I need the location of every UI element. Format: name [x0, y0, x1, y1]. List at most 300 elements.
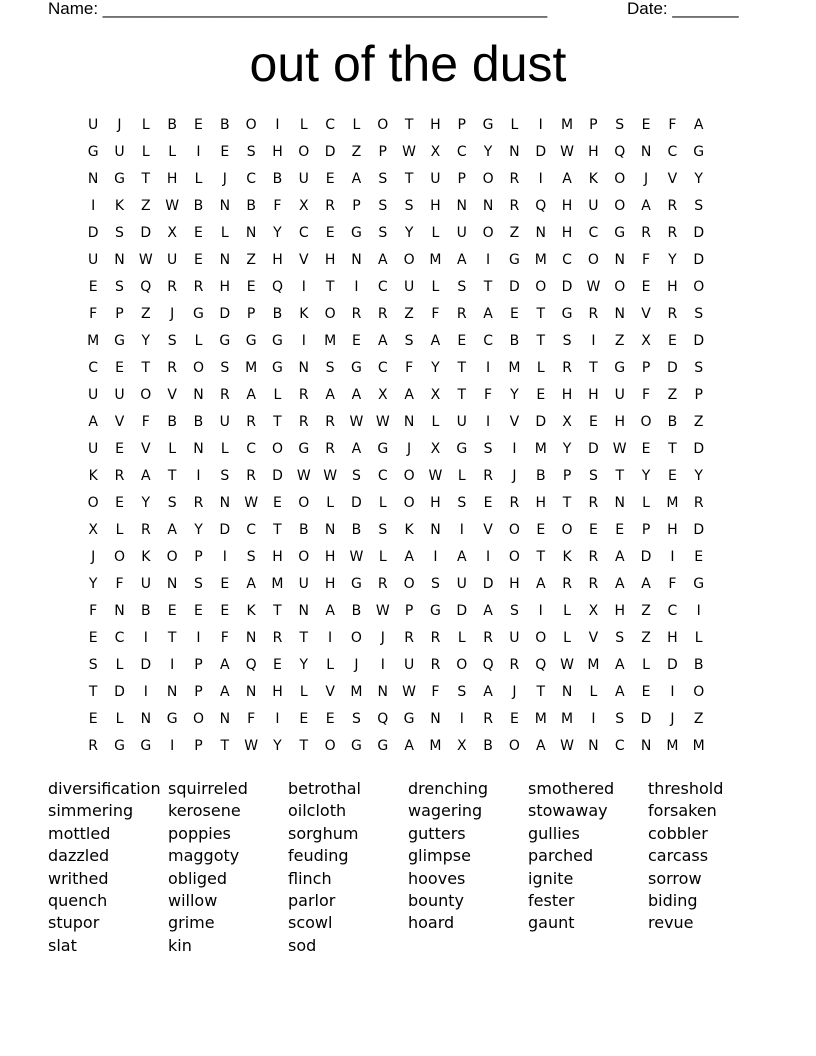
- grid-letter[interactable]: H: [272, 549, 283, 565]
- grid-letter[interactable]: D: [535, 414, 547, 430]
- grid-letter[interactable]: I: [486, 360, 491, 376]
- grid-letter[interactable]: I: [486, 414, 491, 430]
- grid-letter[interactable]: N: [588, 738, 599, 754]
- grid-letter[interactable]: J: [117, 117, 122, 133]
- grid-letter[interactable]: I: [538, 603, 543, 619]
- grid-letter[interactable]: H: [614, 603, 625, 619]
- grid-letter[interactable]: S: [378, 522, 388, 538]
- grid-letter[interactable]: O: [113, 549, 125, 565]
- grid-letter[interactable]: M: [87, 333, 100, 349]
- grid-letter[interactable]: L: [299, 684, 308, 700]
- grid-letter[interactable]: S: [404, 198, 414, 214]
- grid-letter[interactable]: T: [273, 603, 282, 619]
- grid-letter[interactable]: B: [246, 198, 256, 214]
- grid-letter[interactable]: B: [193, 198, 204, 214]
- grid-letter[interactable]: N: [193, 387, 204, 403]
- grid-letter[interactable]: N: [640, 738, 652, 754]
- grid-letter[interactable]: F: [247, 711, 256, 727]
- grid-letter[interactable]: H: [219, 279, 231, 295]
- grid-letter[interactable]: E: [641, 441, 651, 457]
- grid-letter[interactable]: M: [245, 360, 258, 376]
- grid-letter[interactable]: I: [538, 171, 543, 187]
- grid-letter[interactable]: J: [91, 549, 96, 565]
- grid-letter[interactable]: L: [326, 657, 335, 673]
- grid-letter[interactable]: H: [430, 495, 441, 511]
- grid-letter[interactable]: Y: [141, 333, 151, 349]
- grid-letter[interactable]: D: [219, 522, 231, 538]
- grid-letter[interactable]: F: [273, 198, 282, 214]
- grid-letter[interactable]: E: [325, 225, 335, 241]
- grid-letter[interactable]: T: [141, 360, 151, 376]
- grid-letter[interactable]: G: [114, 171, 125, 187]
- grid-letter[interactable]: F: [668, 576, 677, 592]
- grid-letter[interactable]: T: [457, 387, 467, 403]
- grid-letter[interactable]: T: [668, 441, 677, 457]
- grid-letter[interactable]: D: [640, 711, 652, 727]
- grid-letter[interactable]: D: [693, 333, 705, 349]
- grid-letter[interactable]: G: [377, 738, 389, 754]
- grid-letter[interactable]: M: [508, 360, 521, 376]
- grid-letter[interactable]: E: [220, 144, 230, 160]
- grid-letter[interactable]: U: [88, 117, 99, 133]
- grid-letter[interactable]: Q: [614, 144, 626, 160]
- grid-letter[interactable]: R: [351, 306, 362, 322]
- grid-letter[interactable]: D: [693, 441, 705, 457]
- grid-letter[interactable]: A: [246, 576, 256, 592]
- grid-letter[interactable]: G: [140, 738, 152, 754]
- grid-letter[interactable]: I: [512, 441, 517, 457]
- grid-letter[interactable]: N: [403, 414, 415, 430]
- grid-letter[interactable]: G: [114, 738, 125, 754]
- grid-letter[interactable]: O: [535, 279, 547, 295]
- grid-letter[interactable]: N: [430, 522, 441, 538]
- grid-letter[interactable]: V: [641, 306, 651, 322]
- grid-letter[interactable]: N: [561, 684, 573, 700]
- grid-letter[interactable]: X: [377, 387, 388, 403]
- grid-letter[interactable]: I: [591, 711, 596, 727]
- grid-letter[interactable]: L: [642, 495, 650, 511]
- grid-letter[interactable]: C: [614, 738, 625, 754]
- grid-letter[interactable]: U: [456, 225, 467, 241]
- grid-letter[interactable]: W: [244, 738, 259, 754]
- grid-letter[interactable]: G: [456, 441, 468, 457]
- grid-letter[interactable]: N: [430, 711, 441, 727]
- grid-letter[interactable]: Y: [88, 576, 98, 592]
- grid-letter[interactable]: Z: [614, 333, 625, 349]
- grid-letter[interactable]: J: [222, 171, 227, 187]
- grid-letter[interactable]: H: [667, 279, 678, 295]
- grid-letter[interactable]: L: [563, 603, 571, 619]
- grid-letter[interactable]: A: [614, 684, 625, 700]
- grid-letter[interactable]: F: [642, 387, 651, 403]
- grid-letter[interactable]: P: [457, 171, 466, 187]
- grid-letter[interactable]: R: [456, 306, 467, 322]
- grid-letter[interactable]: M: [561, 117, 574, 133]
- grid-letter[interactable]: N: [509, 144, 520, 160]
- grid-letter[interactable]: S: [167, 495, 177, 511]
- grid-letter[interactable]: G: [245, 333, 257, 349]
- grid-letter[interactable]: P: [194, 549, 203, 565]
- grid-letter[interactable]: J: [170, 306, 175, 322]
- grid-letter[interactable]: H: [667, 522, 678, 538]
- grid-letter[interactable]: Y: [194, 522, 203, 538]
- grid-letter[interactable]: L: [378, 495, 387, 511]
- grid-letter[interactable]: M: [429, 738, 442, 754]
- grid-letter[interactable]: H: [667, 630, 678, 646]
- grid-letter[interactable]: A: [220, 657, 230, 673]
- grid-letter[interactable]: R: [641, 225, 651, 241]
- grid-letter[interactable]: R: [167, 360, 178, 376]
- grid-letter[interactable]: Q: [271, 279, 283, 295]
- grid-letter[interactable]: Z: [141, 198, 151, 214]
- grid-letter[interactable]: B: [141, 603, 151, 619]
- grid-letter[interactable]: I: [433, 549, 438, 565]
- grid-letter[interactable]: G: [351, 225, 362, 241]
- grid-letter[interactable]: A: [88, 414, 98, 430]
- grid-letter[interactable]: A: [220, 684, 230, 700]
- grid-letter[interactable]: L: [326, 495, 335, 511]
- grid-letter[interactable]: D: [640, 549, 652, 565]
- grid-letter[interactable]: S: [457, 684, 467, 700]
- grid-letter[interactable]: S: [694, 198, 704, 214]
- grid-letter[interactable]: C: [667, 603, 678, 619]
- grid-letter[interactable]: E: [115, 441, 124, 457]
- grid-letter[interactable]: R: [588, 495, 599, 511]
- grid-letter[interactable]: R: [562, 360, 572, 376]
- grid-letter[interactable]: G: [219, 333, 231, 349]
- grid-letter[interactable]: H: [272, 144, 283, 160]
- grid-letter[interactable]: S: [378, 198, 388, 214]
- grid-letter[interactable]: L: [457, 630, 466, 646]
- grid-letter[interactable]: B: [272, 171, 283, 187]
- grid-letter[interactable]: R: [193, 279, 204, 295]
- grid-letter[interactable]: G: [482, 117, 494, 133]
- grid-letter[interactable]: D: [561, 279, 573, 295]
- grid-letter[interactable]: B: [220, 117, 230, 133]
- grid-letter[interactable]: D: [324, 144, 336, 160]
- grid-letter[interactable]: J: [670, 711, 675, 727]
- grid-letter[interactable]: G: [351, 576, 362, 592]
- grid-letter[interactable]: P: [378, 144, 387, 160]
- grid-letter[interactable]: K: [88, 468, 98, 484]
- grid-letter[interactable]: Y: [299, 657, 309, 673]
- grid-letter[interactable]: C: [325, 117, 335, 133]
- grid-letter[interactable]: I: [275, 117, 280, 133]
- grid-letter[interactable]: I: [459, 711, 464, 727]
- grid-letter[interactable]: B: [167, 414, 177, 430]
- grid-letter[interactable]: D: [535, 144, 547, 160]
- grid-letter[interactable]: A: [535, 576, 546, 592]
- grid-letter[interactable]: Y: [694, 468, 703, 484]
- grid-letter[interactable]: B: [272, 306, 283, 322]
- grid-letter[interactable]: I: [354, 279, 359, 295]
- grid-letter[interactable]: L: [642, 657, 650, 673]
- grid-letter[interactable]: N: [245, 630, 257, 646]
- grid-letter[interactable]: T: [457, 360, 467, 376]
- grid-letter[interactable]: E: [194, 225, 203, 241]
- grid-letter[interactable]: J: [512, 468, 517, 484]
- grid-letter[interactable]: S: [378, 171, 388, 187]
- grid-letter[interactable]: U: [298, 171, 309, 187]
- grid-letter[interactable]: O: [614, 198, 626, 214]
- grid-letter[interactable]: N: [114, 603, 125, 619]
- grid-letter[interactable]: X: [298, 198, 309, 214]
- grid-letter[interactable]: N: [298, 603, 310, 619]
- grid-letter[interactable]: O: [245, 117, 257, 133]
- grid-letter[interactable]: R: [562, 576, 572, 592]
- grid-letter[interactable]: P: [246, 306, 256, 322]
- grid-letter[interactable]: U: [588, 198, 599, 214]
- grid-letter[interactable]: E: [194, 603, 203, 619]
- grid-letter[interactable]: W: [165, 198, 180, 214]
- grid-letter[interactable]: T: [483, 279, 493, 295]
- grid-letter[interactable]: K: [562, 549, 572, 565]
- grid-letter[interactable]: S: [457, 495, 467, 511]
- grid-letter[interactable]: P: [641, 522, 651, 538]
- grid-letter[interactable]: E: [299, 711, 309, 727]
- grid-letter[interactable]: D: [482, 576, 494, 592]
- grid-letter[interactable]: D: [219, 306, 231, 322]
- grid-letter[interactable]: D: [272, 468, 283, 484]
- grid-letter[interactable]: F: [220, 630, 229, 646]
- grid-letter[interactable]: I: [670, 684, 675, 700]
- grid-letter[interactable]: P: [352, 198, 361, 214]
- grid-letter[interactable]: S: [562, 333, 572, 349]
- grid-letter[interactable]: S: [167, 333, 177, 349]
- grid-letter[interactable]: N: [614, 306, 625, 322]
- grid-letter[interactable]: F: [642, 252, 651, 268]
- grid-letter[interactable]: T: [299, 630, 309, 646]
- grid-letter[interactable]: P: [694, 387, 703, 403]
- grid-letter[interactable]: W: [402, 144, 417, 160]
- grid-letter[interactable]: Y: [141, 495, 151, 511]
- grid-letter[interactable]: Y: [404, 225, 414, 241]
- grid-letter[interactable]: W: [244, 495, 259, 511]
- grid-letter[interactable]: X: [88, 522, 98, 538]
- grid-letter[interactable]: C: [377, 279, 388, 295]
- grid-letter[interactable]: G: [87, 144, 99, 160]
- grid-letter[interactable]: R: [272, 630, 283, 646]
- grid-letter[interactable]: N: [166, 684, 178, 700]
- grid-letter[interactable]: T: [325, 279, 335, 295]
- grid-letter[interactable]: C: [562, 252, 572, 268]
- grid-letter[interactable]: U: [403, 657, 415, 673]
- grid-letter[interactable]: P: [457, 117, 466, 133]
- grid-letter[interactable]: R: [667, 198, 678, 214]
- grid-letter[interactable]: O: [403, 468, 415, 484]
- grid-letter[interactable]: T: [536, 333, 546, 349]
- grid-letter[interactable]: G: [377, 441, 389, 457]
- grid-letter[interactable]: I: [196, 144, 201, 160]
- grid-letter[interactable]: N: [166, 576, 178, 592]
- grid-letter[interactable]: N: [377, 684, 389, 700]
- grid-letter[interactable]: O: [192, 711, 204, 727]
- grid-letter[interactable]: C: [298, 225, 309, 241]
- grid-letter[interactable]: C: [114, 630, 125, 646]
- grid-letter[interactable]: F: [668, 117, 677, 133]
- grid-letter[interactable]: R: [298, 414, 309, 430]
- grid-letter[interactable]: E: [220, 603, 230, 619]
- grid-letter[interactable]: E: [194, 117, 203, 133]
- grid-letter[interactable]: E: [273, 657, 282, 673]
- grid-letter[interactable]: W: [349, 549, 364, 565]
- grid-letter[interactable]: R: [693, 495, 704, 511]
- grid-letter[interactable]: A: [351, 171, 362, 187]
- grid-letter[interactable]: A: [377, 333, 388, 349]
- grid-letter[interactable]: D: [87, 225, 99, 241]
- grid-letter[interactable]: V: [141, 441, 151, 457]
- grid-letter[interactable]: O: [561, 522, 573, 538]
- grid-letter[interactable]: A: [430, 333, 441, 349]
- grid-letter[interactable]: U: [88, 441, 99, 457]
- grid-letter[interactable]: P: [194, 657, 203, 673]
- grid-letter[interactable]: Y: [668, 252, 677, 268]
- grid-letter[interactable]: Q: [482, 657, 494, 673]
- grid-letter[interactable]: L: [378, 549, 387, 565]
- grid-letter[interactable]: T: [589, 360, 598, 376]
- grid-letter[interactable]: E: [325, 711, 335, 727]
- grid-letter[interactable]: I: [301, 333, 306, 349]
- grid-letter[interactable]: A: [246, 387, 256, 403]
- grid-letter[interactable]: S: [115, 225, 124, 241]
- grid-letter[interactable]: H: [324, 549, 336, 565]
- grid-letter[interactable]: F: [89, 306, 98, 322]
- grid-letter[interactable]: E: [115, 360, 124, 376]
- grid-letter[interactable]: P: [641, 360, 651, 376]
- grid-letter[interactable]: S: [615, 630, 625, 646]
- grid-letter[interactable]: S: [588, 468, 598, 484]
- grid-letter[interactable]: L: [457, 468, 466, 484]
- grid-letter[interactable]: R: [483, 630, 493, 646]
- grid-letter[interactable]: T: [404, 117, 414, 133]
- grid-letter[interactable]: N: [219, 252, 231, 268]
- grid-letter[interactable]: U: [167, 252, 178, 268]
- grid-letter[interactable]: G: [693, 144, 705, 160]
- grid-letter[interactable]: S: [509, 603, 519, 619]
- grid-letter[interactable]: O: [166, 549, 178, 565]
- grid-letter[interactable]: Z: [641, 630, 651, 646]
- grid-letter[interactable]: E: [615, 522, 625, 538]
- grid-letter[interactable]: I: [486, 252, 491, 268]
- grid-letter[interactable]: E: [509, 711, 519, 727]
- grid-letter[interactable]: S: [115, 279, 124, 295]
- grid-letter[interactable]: U: [403, 279, 415, 295]
- grid-letter[interactable]: M: [429, 252, 442, 268]
- grid-letter[interactable]: E: [88, 279, 98, 295]
- grid-letter[interactable]: R: [483, 711, 493, 727]
- grid-letter[interactable]: L: [220, 225, 229, 241]
- grid-letter[interactable]: A: [141, 468, 151, 484]
- grid-letter[interactable]: X: [167, 225, 177, 241]
- grid-letter[interactable]: V: [299, 252, 309, 268]
- grid-letter[interactable]: C: [483, 333, 493, 349]
- grid-letter[interactable]: D: [693, 522, 705, 538]
- grid-letter[interactable]: T: [88, 684, 98, 700]
- grid-letter[interactable]: V: [167, 387, 177, 403]
- grid-letter[interactable]: W: [560, 144, 574, 160]
- grid-letter[interactable]: T: [273, 522, 282, 538]
- grid-letter[interactable]: F: [115, 576, 124, 592]
- grid-letter[interactable]: Z: [141, 306, 151, 322]
- grid-letter[interactable]: V: [509, 414, 520, 430]
- grid-letter[interactable]: I: [459, 522, 464, 538]
- grid-letter[interactable]: W: [323, 468, 338, 484]
- grid-letter[interactable]: A: [377, 252, 388, 268]
- grid-letter[interactable]: F: [431, 684, 440, 700]
- grid-letter[interactable]: J: [407, 441, 412, 457]
- grid-letter[interactable]: O: [614, 279, 626, 295]
- grid-letter[interactable]: M: [534, 441, 547, 457]
- grid-letter[interactable]: G: [351, 738, 362, 754]
- grid-letter[interactable]: E: [325, 171, 335, 187]
- grid-letter[interactable]: D: [588, 441, 599, 457]
- grid-letter[interactable]: E: [641, 684, 651, 700]
- grid-letter[interactable]: S: [430, 576, 440, 592]
- grid-letter[interactable]: N: [219, 711, 231, 727]
- grid-letter[interactable]: G: [693, 576, 705, 592]
- grid-letter[interactable]: S: [246, 549, 256, 565]
- grid-letter[interactable]: O: [298, 495, 310, 511]
- grid-letter[interactable]: E: [667, 333, 677, 349]
- grid-letter[interactable]: T: [536, 684, 546, 700]
- grid-letter[interactable]: F: [431, 306, 440, 322]
- grid-letter[interactable]: K: [141, 549, 151, 565]
- grid-letter[interactable]: B: [509, 333, 520, 349]
- grid-letter[interactable]: J: [354, 657, 359, 673]
- grid-letter[interactable]: J: [512, 684, 517, 700]
- grid-letter[interactable]: A: [404, 738, 414, 754]
- grid-letter[interactable]: T: [562, 495, 572, 511]
- grid-letter[interactable]: L: [220, 441, 229, 457]
- grid-letter[interactable]: X: [641, 333, 651, 349]
- grid-letter[interactable]: O: [298, 144, 310, 160]
- grid-letter[interactable]: B: [483, 738, 493, 754]
- grid-letter[interactable]: T: [536, 306, 546, 322]
- grid-letter[interactable]: S: [194, 576, 203, 592]
- grid-letter[interactable]: N: [219, 198, 231, 214]
- grid-letter[interactable]: E: [352, 333, 361, 349]
- grid-letter[interactable]: L: [589, 684, 598, 700]
- grid-letter[interactable]: O: [456, 657, 468, 673]
- grid-letter[interactable]: O: [587, 252, 599, 268]
- grid-letter[interactable]: B: [693, 657, 704, 673]
- grid-letter[interactable]: S: [88, 657, 98, 673]
- grid-letter[interactable]: R: [88, 738, 99, 754]
- grid-letter[interactable]: I: [170, 738, 175, 754]
- grid-letter[interactable]: R: [298, 387, 309, 403]
- grid-letter[interactable]: N: [193, 441, 204, 457]
- grid-letter[interactable]: C: [588, 225, 599, 241]
- grid-letter[interactable]: N: [245, 684, 257, 700]
- grid-letter[interactable]: Z: [693, 414, 704, 430]
- grid-letter[interactable]: M: [666, 495, 679, 511]
- grid-letter[interactable]: K: [114, 198, 125, 214]
- grid-letter[interactable]: R: [588, 576, 599, 592]
- grid-letter[interactable]: M: [271, 576, 284, 592]
- grid-letter[interactable]: V: [483, 522, 493, 538]
- grid-letter[interactable]: O: [535, 630, 547, 646]
- grid-letter[interactable]: R: [325, 198, 335, 214]
- grid-letter[interactable]: D: [693, 252, 705, 268]
- grid-letter[interactable]: B: [351, 522, 362, 538]
- grid-letter[interactable]: L: [431, 414, 440, 430]
- grid-letter[interactable]: S: [404, 333, 414, 349]
- grid-letter[interactable]: A: [483, 603, 493, 619]
- grid-letter[interactable]: K: [246, 603, 256, 619]
- grid-letter[interactable]: R: [404, 630, 414, 646]
- grid-letter[interactable]: U: [456, 576, 467, 592]
- grid-letter[interactable]: A: [693, 117, 704, 133]
